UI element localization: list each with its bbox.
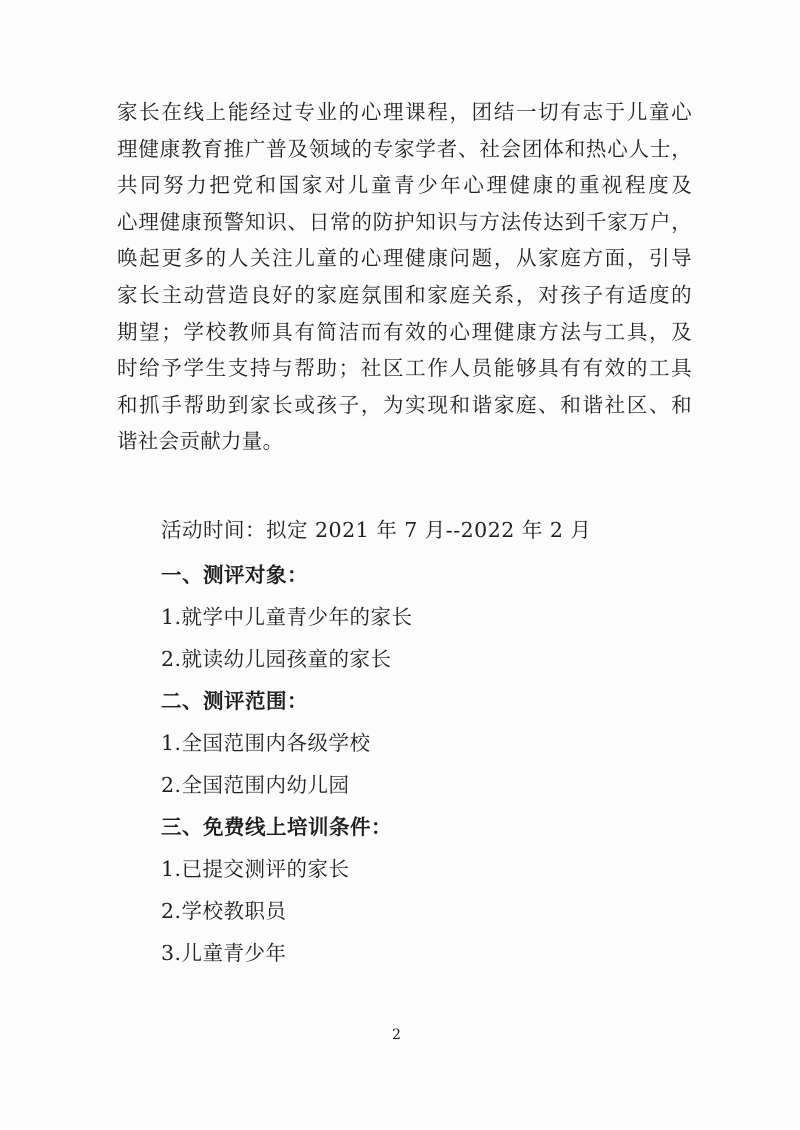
section-heading: 二、测评范围： (161, 689, 308, 713)
paragraph-line: 和抓手帮助到家长或孩子，为实现和谐家庭、和谐社区、和 (117, 392, 692, 417)
paragraph-line: 心理健康预警知识、日常的防护知识与方法传达到千家万户， (117, 209, 692, 234)
paragraph-line: 理健康教育推广普及领域的专家学者、社会团体和热心人士， (117, 136, 692, 161)
paragraph-line: 共同努力把党和国家对儿童青少年心理健康的重视程度及 (117, 173, 692, 198)
list-item: 2.全国范围内幼儿园 (161, 773, 350, 797)
section-heading: 三、免费线上培训条件： (161, 815, 392, 839)
list-item: 1.就学中儿童青少年的家长 (161, 605, 413, 629)
list-item: 2.就读幼儿园孩童的家长 (161, 647, 392, 671)
paragraph-line: 期望；学校教师具有简洁而有效的心理健康方法与工具，及 (117, 319, 692, 344)
paragraph-line: 谐社会贡献力量。 (117, 429, 284, 454)
activity-time: 活动时间：拟定 2021 年 7 月--2022 年 2 月 (161, 518, 592, 542)
section-heading: 一、测评对象： (161, 563, 308, 587)
paragraph-line: 时给予学生支持与帮助；社区工作人员能够具有有效的工具 (117, 356, 692, 381)
page-number: 2 (392, 1027, 401, 1043)
list-item: 1.全国范围内各级学校 (161, 731, 371, 755)
list-item: 2.学校教职员 (161, 899, 287, 923)
paragraph-line: 家长主动营造良好的家庭氛围和家庭关系，对孩子有适度的 (117, 282, 692, 307)
body-paragraph (117, 94, 692, 460)
paragraph-line: 唤起更多的人关注儿童的心理健康问题，从家庭方面，引导 (117, 246, 692, 271)
list-item: 3.儿童青少年 (161, 941, 287, 965)
list-item: 1.已提交测评的家长 (161, 857, 350, 881)
paragraph-line: 家长在线上能经过专业的心理课程，团结一切有志于儿童心 (117, 100, 692, 124)
